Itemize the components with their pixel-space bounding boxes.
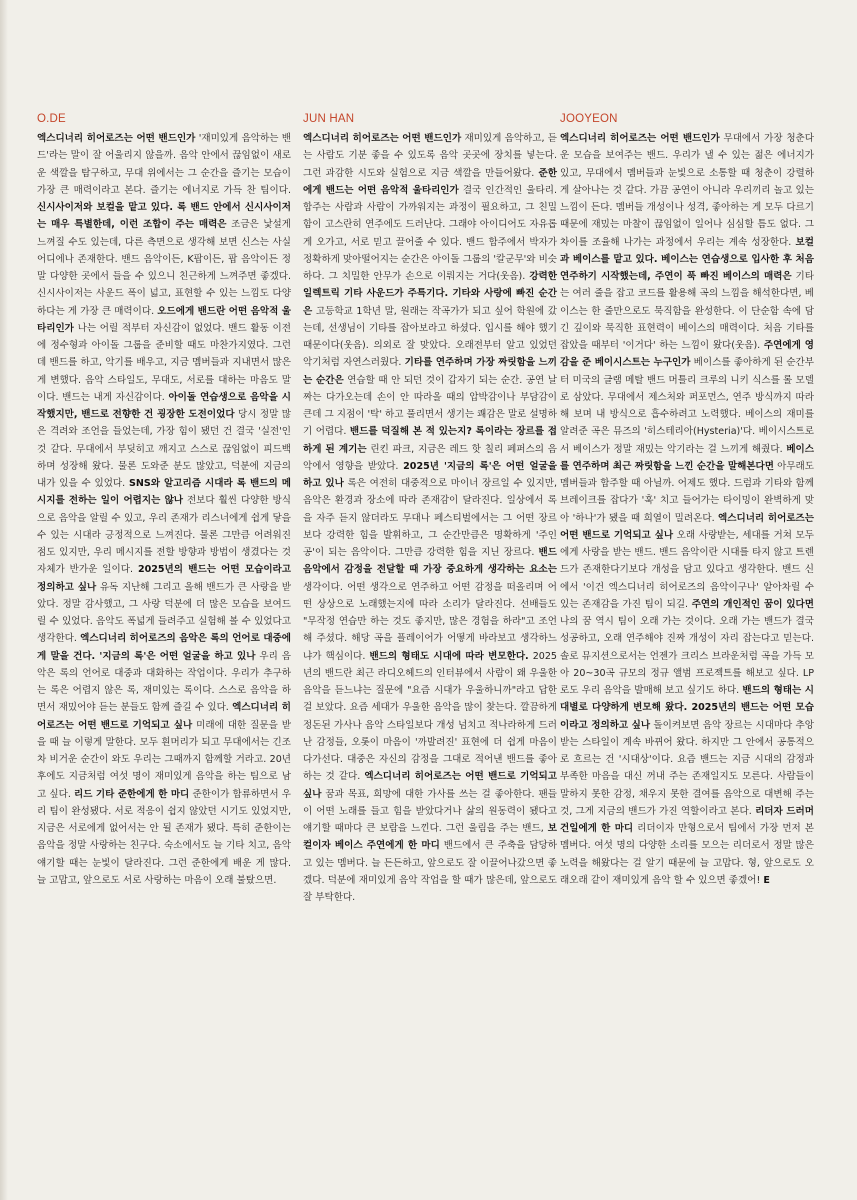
answer-text: 기타는 여러 줄을 잡고 코드를 활용해 곡의 느낌을 해석한다면, 베이스는 한 줄만으로도 묵직함을 완성한다. 이 단순함 속에 담긴 깊이와 묵직한 표현력이 베이스의 매력이다. 처음 기타를 잡았을 때부터 '이거다' 하는 느낌이 왔다(웃음).	[560, 271, 814, 351]
question-text: 신시사이저와 보컬을 맡고 있다. 록 밴드 안에서 신시사이저는 매우 특별한데, 이런 조합이 주는 매력은	[37, 202, 291, 231]
member-name: O.DE	[37, 113, 66, 125]
question-text: 오드에게 밴드란 어떤 음악적 울타리인가	[37, 305, 291, 334]
question-text: SNS와 알고리즘 시대라 록 밴드의 메시지를 전하는 일이 어렵지는 않나	[37, 478, 292, 507]
answer-text: 결국 인간적인 울타리. 합주는 사람과 사람이 가까워지는 과정이 필요하고, 그 친밀함이 고스란히 연주에도 드러난다. 그래야 아이디어도 자유롭게 오가고, 서로 믿고 끌어줄 수 있다. 밴드 합주에서 박자가 정확하게 맞아떨어지는 순간은 아이돌 그룹의 '칼군무'와 비슷하다. 그 치밀한 안무가 손으로 이뤄지는 거다(웃음).	[303, 184, 558, 282]
question-text: 엑스디너리 히어로즈는 어떤 밴드인가	[37, 133, 196, 144]
question-text: 엑스디너리 히어로즈는 어떤 밴드로 기억되고 싶나	[37, 702, 291, 731]
question-text: 엑스디너리 히어로즈는 어떤 밴드인가	[303, 133, 462, 144]
member-name: JOOYEON	[560, 113, 618, 125]
answer-text: 린킨 파크, 지금은 레드 핫 칠리 페퍼스의 음악에서 영향을 받았다.	[303, 443, 558, 472]
interview-column-jooyeon	[560, 112, 814, 889]
question-text: 엑스디너리 히어로즈는 어떤 밴드로 기억되고 싶나	[560, 512, 814, 541]
answer-text: 유독 지난해 그리고 올해 밴드가 큰 사랑을 받았다. 정말 감사했고, 그 사랑 덕분에 더 많은 모습을 보여드릴 수 있었다. 음악도 폭넓게 들려주고 실험해 볼 수 있었다고 생각한다.	[37, 581, 291, 645]
answer-text: 나는 어릴 적부터 자신감이 없었다. 밴드 활동 이전에 정수형과 아이돌 그룹을 준비할 때도 마찬가지였다. 그런데 밴드를 하고, 악기를 배우고, 지금 멤버들과 지내면서 많은 게 변했다. 음악 스타일도, 무대도, 서로를 대하는 마음도 말이다. 밴드는 내게 자신감이다.	[37, 322, 291, 403]
answer-text: 베이스를 좋아하게 된 순간부터 미국의 글램 메탈 밴드 머틀리 크루의 니키 식스를 롤 모델로 삼았다. 무대에서 제스처와 퍼포먼스, 연주 방식까지 따라 해 보며 내 방식으로 흡수하려고 노력했다. 베이스의 재미를 알려준 곡은 뮤즈의 '히스테리아(Hysteria)'다. 베이시스트로서 베이스가 정말 재밌는 악기라는 걸 느끼게 해줬다.	[560, 357, 815, 455]
answer-text: 전보다 훨씬 다양한 방식으로 음악을 알릴 수 있고, 우리 존재가 리스너에게 쉽게 닿을 수 있는 시대라 긍정적으로 느껴진다. 물론 그만큼 어려워진 점도 있지만, 우리 메시지를 전할 방향과 방법이 생겼다는 것 자체가 반가운 일이다.	[37, 495, 291, 576]
interview-text	[37, 130, 291, 889]
interview-column-ode	[37, 112, 291, 889]
answer-text: 재미있게 음악하고, 듣는 사람도 기분 좋을 수 있도록 음악 곳곳에 장치를 넣는다. 그런 과감한 시도와 실험으로 지금 색깔을 만들어왔다.	[303, 133, 558, 179]
interview-text	[303, 130, 557, 906]
answer-text: 미래에 대한 질문을 받을 때 늘 이렇게 말한다. 모두 흰머리가 되고 무대에서는 긴조차 비거운 순간이 와도 우리는 그때까지 함께할 거라고. 20년 후에도 지금처럼 여섯 명이 재미있게 음악을 하는 팀으로 남고 싶다.	[37, 719, 291, 800]
answer-text: 리더이자 만형으로서 팀에서 가장 먼저 본 멤버다. 여섯 명의 다양한 소리를 모으는 리더로서 정말 많은 노력을 해왔다는 걸 알기 때문에 늘 고맙다. 형, 앞으로도 오래오래 같이 재미있게 음악 할 수 있으면 좋겠어!	[560, 823, 814, 886]
answer-text: 돌이켜보면 음악 장르는 시대마다 추앙받는 스타일이 계속 바뀌어 왔다. 하지만 그 안에서 공통적으로 흐르는 건 '시대상'이다. 요즘 밴드는 지금 시대의 감정과 부족한 마음을 대신 꺼내 주는 존재일지도 모른다. 사람들이 말하지 못한 감정, 채우지 못한 결여를 음악으로 대변해 주는 것, 그게 지금의 밴드가 가진 역할이라고 본다.	[560, 719, 814, 817]
answer-text: 오래 사랑받는, 세대를 거쳐 모두에게 사랑을 받는 밴드. 밴드 음악이란 시대를 타지 않고 트렌드가 존재한다기보다 개성을 담고 있다고 생각한다. 밴드 신에서 '이건 엑스디너리 히어로즈의 음악이구나' 알아차릴 수 있는 존재감을 가진 팀이 되길.	[560, 529, 814, 610]
answer-text: 생각이다. 어떤 생각으로 연주하고 어떤 감정을 떠올리며 어떤 상상으로 노래했는지에 따라 소리가 달라진다. 선배들도 "무작정 연습만 하는 것도 좋지만, 많은 경험을 하라"고 조언해 주셨다. 해당 곡을 플레이어가 어떻게 바라보고 생각하느냐가 핵심이다.	[303, 581, 557, 662]
answer-text: 꿈과 목표, 희망에 대한 가사를 쓰는 걸 좋아한다. 팬들이 어떤 노래를 들고 힘을 받았다거나 삶의 원동력이 됐다고 얘기할 때마다 큰 보람을 느낀다. 그런 울림을 주는 밴드,	[303, 788, 557, 834]
question-text: 주연의 개인적인 꿈이 있다면	[691, 598, 815, 610]
answer-text: 2025년의 밴드란 최근 라디오헤드의 인터뷰에서 사람이 왜 우울한 음악을 듣느냐는 질문에 "요즘 시대가 우울하니까"라고 답한 걸 보았다. 요즘 세대가 우울한 음악을 많이 찾는다. 깔끔하게 정돈된 가사나 음악 스타일보다 개성 넘치고 적나라하게 드러난 감정들, 오롯이 마음이 '까발려진' 표현에 더 쉽게 마음이 다가선다. 대중은 자신의 감정을 그대로 적어낸 밴드를 좋아하는 것 같다.	[303, 650, 557, 783]
question-text: 밴드 음악에서 감정을 전달할 때 가장 중요하게 생각하는 요소는	[303, 547, 557, 576]
answer-text: 고등학교 1학년 말, 원래는 작곡가가 되고 싶어 학원에 갔는데, 선생님이 기타를 잡아보라고 하셨다. 입시를 해야 했기 때문이다(웃음). 의외로 잘 맞았다. 오래전부터 알고 있었던 악기처럼 자연스러웠다.	[303, 305, 557, 369]
answer-text: 우리 음악은 록의 언어로 대중과 대화하는 작업이다. 우리가 추구하는 록은 어렵지 않은 록, 재미있는 록이다. 스스로 음악을 하면서 재밌어야 듣는 분들도 함께 즐길 수 있다.	[37, 650, 291, 714]
question-text: 밴드의 형태는 시대별로 다양하게 변모해 왔다. 2025년의 밴드는 어떤 모습이라고 정의하고 싶나	[560, 685, 814, 731]
question-text: 엑스디너리 히어로즈는 어떤 밴드로 기억되고 싶나	[303, 771, 557, 800]
question-text: 베이스를 연주하며 최근 짜릿함을 느낀 순간을 말해본다면	[560, 443, 814, 472]
answer-text: 록은 여전히 대중적으로 마이너 장르일 수 있지만, 음악은 환경과 장소에 따라 존재감이 달라진다. 일상에서 록을 자주 듣지 않더라도 무대나 페스티벌에서는 그 어떤 장르보다 강력한 힘을 발휘하고, 그 순간만큼은 명확하게 '주인공'이 되는 음악이다. 그만큼 강력한 힘을 지닌 장르다.	[303, 478, 557, 558]
interview-column-junhan	[303, 112, 557, 906]
question-text: 준한에게 밴드는 어떤 음악적 울타리인가	[303, 167, 557, 196]
answer-text: 당시 정말 많은 격려와 조언을 들었는데, 가장 힘이 됐던 건 결국 '실전'인 것 같다. 무대에서 부딪히고 깨지고 스스로 끊임없이 피드백하며 성장해 왔다. 물론 도와준 분도 많았고, 덕분에 지금의 내가 있을 수 있었다.	[37, 409, 292, 489]
member-name: JUN HAN	[303, 113, 355, 125]
answer-text: 아무래도 멤버들과 합주할 때 아닐까. 어제도 했다. 드럼과 기타와 함께 브레이크를 잡다가 '훅' 치고 들어가는 타이밍이 완벽하게 맞아 '하나'가 됐을 때 희열이 밀려온다.	[560, 460, 814, 524]
question-text: 기타를 연주하며 가장 짜릿함을 느끼는 순간은	[303, 357, 557, 386]
answer-text: '재미있게 음악하는 밴드'라는 말이 잘 어울리지 않을까. 음악 안에서 끊임없이 새로운 색깔을 탐구하고, 무대 위에서는 그 순간을 즐기는 모습이 가장 큰 매력이라고 본다. 즐기는 에너지로 가득 찬 팀이다.	[37, 133, 292, 196]
question-text: 보컬이자 베이스 주연에게 한 마디	[303, 823, 557, 852]
question-text: 엑스디너리 히어로즈는 어떤 밴드인가	[560, 133, 720, 144]
answer-text: 조금은 낯설게 느껴질 수도 있는데, 다른 측면으로 생각해 보면 신스는 사실 어디에나 존재한다. 밴드 음악이든, K팝이든, 팝 음악이든 정말 다양한 곳에서 들을 수 있으니 친근하게 느껴주면 좋겠다. 신시사이저는 사운드 폭이 넓고, 표현할 수 있는 느낌도 다양하다는 게 가장 큰 매력이다.	[37, 219, 291, 317]
question-text: 밴드를 덕질해 본 적 있는지? 록이라는 장르를 접하게 된 계기는	[303, 426, 557, 455]
answer-text: 연습할 때 안 되던 것이 갑자기 되는 순간. 공연 날짜는 다가오는데 손이 안 따라올 때의 압박감이나 부담감이 큰데 그 지점이 '탁' 하고 풀리면서 생기는 쾌감은 말로 설명하기 어렵다.	[303, 374, 557, 438]
answer-text: 밴드에서 큰 주축을 담당하고 있는 멤버다. 늘 든든하고, 앞으로도 잘 이끌어나갔으면 좋겠다. 덕분에 재미있게 음악 작업을 할 때가 많은데, 앞으로도 잘 부탁한다.	[303, 840, 557, 903]
question-text: 리더자 드러머 건일에게 한 마디	[560, 805, 814, 834]
question-text: 2025년의 밴드는 어떤 모습이라고 정의하고 싶나	[37, 564, 291, 593]
question-text: 보컬과 베이스를 맡고 있다. 베이스는 연습생으로 입사한 후 처음 연주하기 시작했는데, 주연이 푹 빠진 베이스의 매력은	[560, 236, 814, 282]
interview-text	[560, 130, 814, 889]
question-text: 리드 기타 준한에게 한 마디	[74, 788, 190, 800]
question-text: 강력한 일렉트릭 기타 사운드가 주특기다. 기타와 사랑에 빠진 순간은	[303, 271, 557, 317]
question-text: 2025년 '지금의 록'은 어떤 얼굴을 하고 있나	[303, 460, 557, 489]
page-binding-shadow	[0, 0, 8, 1200]
answer-text: 준한이가 합류하면서 우리 팀이 완성됐다. 서로 적응이 쉽지 않았던 시기도 있었지만, 지금은 서로에게 없어서는 안 될 존재가 됐다. 특히 준한이는 음악을 정말 사랑하는 친구다. 숙소에서도 늘 기타 치고, 음악 얘기할 때는 눈빛이 달라진다. 그런 준한에게 배운 게 많다. 늘 고맙고, 앞으로도 서로 사랑하는 마음이 오래 불탔으면.	[37, 788, 291, 886]
answer-text: 나의 꿈 역시 팀이 오래 가는 것이다. 오래 가는 밴드가 결국 성공하고, 오래 연주해야 진짜 개성이 자리 잡는다고 믿는다. 솔로 뮤지션으로서는 언젠가 크리스 브라운처럼 곡을 가득 모아 20~30곡 규모의 정규 앨범 프로젝트를 해보고 싶다. LP로도 우리 음악을 발매해 보고 싶기도 하다.	[560, 616, 814, 696]
question-text: 엑스디너리 히어로즈의 음악은 록의 언어로 대중에게 말을 건다. '지금의 록'은 어떤 얼굴을 하고 있나	[37, 633, 291, 662]
question-text: 주연에게 영감을 준 베이시스트는 누구인가	[560, 340, 814, 369]
question-text: E	[763, 874, 770, 886]
question-text: 밴드의 형태도 시대에 따라 변모한다.	[369, 650, 529, 662]
answer-text: 무대에서 가장 청춘다운 모습을 보여주는 밴드. 우리가 낼 수 있는 젊은 에너지가 있고, 무대에서 멤버들과 눈빛으로 소통할 때 청춘이 강렬하게 살아나는 것 같다. 가끔 공연이 아니라 우리끼리 놀고 있는 느낌이 든다. 멤버들 개성이나 성격, 좋아하는 게 모두 다르기 때문에 재밌는 마찰이 끊임없이 일어나 심심할 틈도 없다. 그 차이를 조율해 나가는 과정에서 우리는 계속 성장한다.	[560, 133, 815, 248]
question-text: 아이돌 연습생으로 음악을 시작했지만, 밴드로 전향한 건 굉장한 도전이었다	[37, 391, 291, 420]
